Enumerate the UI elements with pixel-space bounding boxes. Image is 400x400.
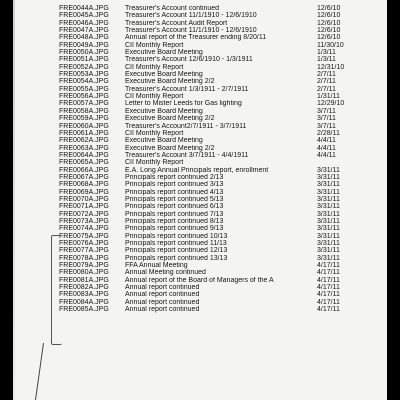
table-row xyxy=(13,42,387,49)
file-name: FRE0084A.JPG xyxy=(59,298,109,306)
date: 12/6/10 xyxy=(317,34,341,42)
table-row xyxy=(13,27,387,34)
description: Annual Meeting continued xyxy=(125,269,206,277)
date: 12/6/10 xyxy=(317,19,341,27)
date: 2/28/11 xyxy=(317,129,340,137)
table-row xyxy=(13,240,387,247)
date: 3/7/11 xyxy=(317,107,336,115)
file-name: FRE0071A.JPG xyxy=(59,203,109,211)
file-name: FRE0077A.JPG xyxy=(59,247,109,255)
date: 12/6/10 xyxy=(317,5,341,12)
description: Treasurer's Account 1/3/1911 - 2/7/1911 xyxy=(125,85,249,93)
description: E.A. Long Annual Principals report, enrollment xyxy=(125,166,269,174)
description: Principals report continued 4/13 xyxy=(125,188,224,196)
table-row xyxy=(13,174,387,181)
table-row xyxy=(13,203,387,210)
date: 3/31/11 xyxy=(317,173,340,181)
table-row xyxy=(13,277,387,284)
table-row xyxy=(13,20,387,27)
table-row xyxy=(13,218,387,225)
file-name: FRE0075A.JPG xyxy=(59,232,109,240)
description: Executive Board Meeting 2/2 xyxy=(125,78,215,86)
file-name: FRE0052A.JPG xyxy=(59,63,109,71)
file-name: FRE0049A.JPG xyxy=(59,41,109,49)
table-row xyxy=(13,78,387,85)
file-name: FRE0063A.JPG xyxy=(59,144,109,152)
description: Treasurer's Account 11/1/1910 - 12/6/1910 xyxy=(125,12,257,20)
table-row xyxy=(13,56,387,63)
file-name: FRE0058A.JPG xyxy=(59,107,109,115)
date: 3/31/11 xyxy=(317,225,340,233)
description: Annual report of the Treasurer ending 8/20/11 xyxy=(125,34,267,42)
date: 12/6/10 xyxy=(317,27,341,35)
date: 2/7/11 xyxy=(317,78,336,86)
table-row xyxy=(13,269,387,276)
date: 11/30/10 xyxy=(317,41,344,49)
description: Principals report continued 9/13 xyxy=(125,225,224,233)
file-name: FRE0073A.JPG xyxy=(59,217,109,225)
date: 3/31/11 xyxy=(317,254,340,262)
description: Executive Board Meeting xyxy=(125,137,203,145)
date: 3/7/11 xyxy=(317,122,336,130)
description: CII Monthly Report xyxy=(125,41,184,49)
description: Treasurer's Account2/7/1911 - 3/7/1911 xyxy=(125,122,247,130)
description: Annual report continued xyxy=(125,306,200,314)
date: 4/17/11 xyxy=(317,306,340,314)
table-row xyxy=(13,299,387,306)
date: 4/17/11 xyxy=(317,262,340,270)
table-row xyxy=(13,49,387,56)
file-name: FRE0057A.JPG xyxy=(59,100,109,108)
date: 3/31/11 xyxy=(317,232,340,240)
description: Principals report continued 6/13 xyxy=(125,203,224,211)
file-name: FRE0070A.JPG xyxy=(59,195,109,203)
date: 4/4/11 xyxy=(317,144,336,152)
date: 4/4/11 xyxy=(317,137,336,145)
table-row xyxy=(13,64,387,71)
file-name: FRE0060A.JPG xyxy=(59,122,109,130)
file-name: FRE0081A.JPG xyxy=(59,276,109,284)
description: Executive Board Meeting xyxy=(125,107,203,115)
date: 3/31/11 xyxy=(317,210,340,218)
date: 4/17/11 xyxy=(317,298,340,306)
file-name: FRE0065A.JPG xyxy=(59,159,109,167)
date: 3/31/11 xyxy=(317,166,340,174)
description: FFA Annual Meeting xyxy=(125,262,188,270)
file-name: FRE0059A.JPG xyxy=(59,115,109,123)
description: CII Monthly Report xyxy=(125,93,184,101)
table-row xyxy=(13,145,387,152)
date: 1/3/11 xyxy=(317,49,336,57)
description: Principals report continued 2/13 xyxy=(125,173,224,181)
date: 1/31/11 xyxy=(317,93,340,101)
handwritten-stroke xyxy=(35,343,45,400)
description: CII Monthly Report xyxy=(125,159,184,167)
description: CII Monthly Report xyxy=(125,129,184,137)
file-name: FRE0062A.JPG xyxy=(59,137,109,145)
date: 1/3/11 xyxy=(317,56,336,64)
file-name: FRE0066A.JPG xyxy=(59,166,109,174)
date: 2/7/11 xyxy=(317,85,336,93)
date: 3/31/11 xyxy=(317,188,340,196)
table-row xyxy=(13,291,387,298)
file-name: FRE0076A.JPG xyxy=(59,240,109,247)
file-name: FRE0082A.JPG xyxy=(59,284,109,292)
table-row xyxy=(13,34,387,41)
date: 12/29/10 xyxy=(317,100,345,108)
description: Treasurer's Account 12/6/1910 - 1/3/1911 xyxy=(125,56,253,64)
table-row xyxy=(13,5,387,12)
file-name: FRE0051A.JPG xyxy=(59,56,109,64)
description: Treasurer's Account Audit Report xyxy=(125,19,228,27)
description: Annual report of the Board of Managers of the A xyxy=(125,276,274,284)
description: Annual report continued xyxy=(125,291,200,299)
file-name: FRE0053A.JPG xyxy=(59,71,109,79)
description: Principals report continued 13/13 xyxy=(125,254,228,262)
file-name: FRE0083A.JPG xyxy=(59,291,109,299)
file-name: FRE0079A.JPG xyxy=(59,262,109,270)
date: 4/17/11 xyxy=(317,269,340,277)
file-name: FRE0074A.JPG xyxy=(59,225,109,233)
description: Treasurer's Account 3/7/1911 - 4/4/1911 xyxy=(125,151,249,159)
file-name: FRE0067A.JPG xyxy=(59,173,109,181)
table-row xyxy=(13,306,387,313)
date: 4/17/11 xyxy=(317,284,340,292)
file-name: FRE0056A.JPG xyxy=(59,93,109,101)
description: Executive Board Meeting 2/2 xyxy=(125,144,215,152)
file-name: FRE0080A.JPG xyxy=(59,269,109,277)
table-row xyxy=(13,123,387,130)
date: 4/17/11 xyxy=(317,276,340,284)
date: 3/7/11 xyxy=(317,115,336,123)
table-row xyxy=(13,130,387,137)
date: 3/31/11 xyxy=(317,240,340,247)
document-page xyxy=(13,0,387,400)
description: Principals report continued 7/13 xyxy=(125,210,224,218)
table-row xyxy=(13,137,387,144)
table-row xyxy=(13,262,387,269)
description: Principals report continued 11/13 xyxy=(125,240,227,247)
description: Principals report continued 5/13 xyxy=(125,195,224,203)
date: 3/31/11 xyxy=(317,217,340,225)
table-row xyxy=(13,115,387,122)
table-row xyxy=(13,181,387,188)
date: 3/31/11 xyxy=(317,195,340,203)
description: Principals report continued 3/13 xyxy=(125,181,224,189)
file-name: FRE0048A.JPG xyxy=(59,34,109,42)
table-row xyxy=(13,93,387,100)
file-name: FRE0045A.JPG xyxy=(59,12,109,20)
file-name: FRE0047A.JPG xyxy=(59,27,109,35)
table-row xyxy=(13,247,387,254)
table-row xyxy=(13,233,387,240)
file-name: FRE0050A.JPG xyxy=(59,49,109,57)
table-row xyxy=(13,108,387,115)
date: 12/31/10 xyxy=(317,63,345,71)
file-name: FRE0078A.JPG xyxy=(59,254,109,262)
file-name: FRE0054A.JPG xyxy=(59,78,109,86)
description: Principals report continued 8/13 xyxy=(125,217,224,225)
file-name: FRE0044A.JPG xyxy=(59,5,109,12)
date: 12/6/10 xyxy=(317,12,341,20)
description: Annual report continued xyxy=(125,284,200,292)
file-name: FRE0061A.JPG xyxy=(59,129,109,137)
description: Annual report continued xyxy=(125,298,200,306)
date: 4/17/11 xyxy=(317,291,340,299)
table-row xyxy=(13,255,387,262)
table-row xyxy=(13,159,387,166)
date: 3/31/11 xyxy=(317,181,340,189)
date: 3/31/11 xyxy=(317,247,340,255)
table-row xyxy=(13,12,387,19)
table-row xyxy=(13,225,387,232)
description: Executive Board Meeting 2/2 xyxy=(125,115,215,123)
table-row xyxy=(13,189,387,196)
date: 2/7/11 xyxy=(317,71,336,79)
file-name: FRE0069A.JPG xyxy=(59,188,109,196)
table-row xyxy=(13,211,387,218)
table-row xyxy=(13,86,387,93)
description: Treasurer's Account 11/1/1910 - 12/6/1910 xyxy=(125,27,257,35)
file-name: FRE0064A.JPG xyxy=(59,151,109,159)
table-row xyxy=(13,71,387,78)
date: 3/31/11 xyxy=(317,203,340,211)
description: Treasurer's Account continued xyxy=(125,5,220,12)
table-row xyxy=(13,196,387,203)
description: CII Monthly Report xyxy=(125,63,184,71)
description: Executive Board Meeting xyxy=(125,71,203,79)
file-list xyxy=(13,5,387,313)
file-name: FRE0085A.JPG xyxy=(59,306,109,314)
description: Letter to Mister Leeds for Gas lighting xyxy=(125,100,242,108)
file-name: FRE0068A.JPG xyxy=(59,181,109,189)
table-row xyxy=(13,284,387,291)
description: Principals report continued 12/13 xyxy=(125,247,228,255)
file-name: FRE0046A.JPG xyxy=(59,19,109,27)
date: 4/4/11 xyxy=(317,151,336,159)
table-row xyxy=(13,152,387,159)
file-name: FRE0055A.JPG xyxy=(59,85,109,93)
description: Executive Board Meeting xyxy=(125,49,203,57)
file-name: FRE0072A.JPG xyxy=(59,210,109,218)
table-row xyxy=(13,167,387,174)
description: Principals report continued 10/13 xyxy=(125,232,228,240)
table-row xyxy=(13,100,387,107)
